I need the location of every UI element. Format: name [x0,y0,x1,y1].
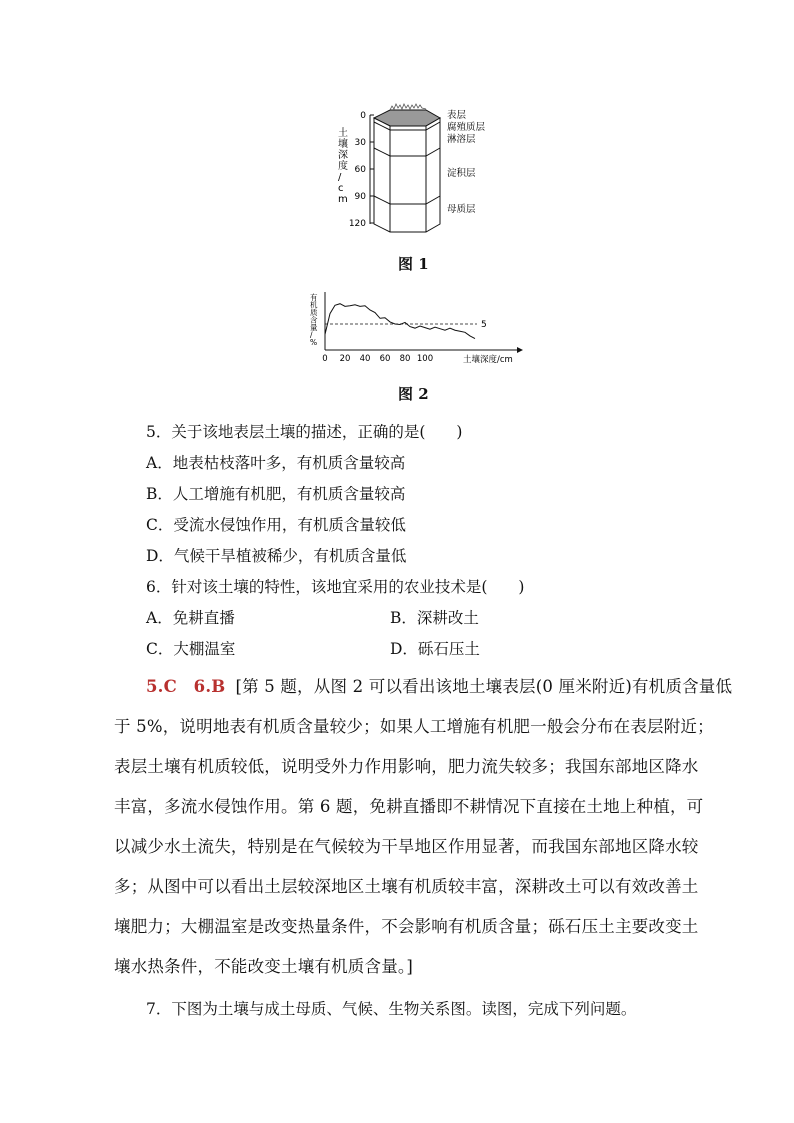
q5-option-d: D．气候干旱植被稀少，有机质含量低 [146,547,407,565]
answer-line-8: 壤水热条件，不能改变土壤有机质含量。] [114,957,413,976]
figure2-x-tick-100: 100 [416,354,434,364]
figure2-x-tick-60: 60 [379,354,391,364]
layer-label-surface: 表层 [447,110,467,121]
soil-column [374,104,440,232]
answer-line-2: 于 5%，说明地表有机质含量较少；如果人工增施有机肥一般会分布在表层附近； [114,717,714,736]
answer-line-5: 以减少水土流失，特别是在气候较为干旱地区作用显著，而我国东部地区降水较 [114,837,699,856]
figure1-y-axis-label: 土壤深度/ c m [338,128,348,205]
organic-matter-series-line [325,304,475,339]
answer-line-6: 多；从图中可以看出土层较深地区土壤有机质较丰富，深耕改土可以有效改善土 [114,877,699,896]
q6-option-a: A．免耕直播 [146,609,235,627]
layer-label-illuvial: 淀积层 [447,168,476,179]
figure2-x-axis-label: 土壤深度/cm [463,355,513,365]
q5-option-c: C．受流水侵蚀作用，有机质含量较低 [146,516,406,534]
figure1-tick-30: 30 [354,138,366,148]
figure2-x-tick-20: 20 [339,354,351,364]
figure1-tick-90: 90 [354,192,366,202]
layer-label-humus: 腐殖质层 [447,122,486,133]
layer-label-parent: 母质层 [447,204,476,215]
answer-line-7: 壤肥力；大棚温室是改变热量条件，不会影响有机质含量；砾石压土主要改变土 [114,917,699,936]
q6-option-b: B．深耕改土 [390,609,479,627]
q6-option-c: C．大棚温室 [146,640,236,658]
figure2-chart [305,288,535,370]
figure1-tick-0: 0 [360,111,366,121]
answer-key: 5.C 6.B [146,677,226,696]
q7-stem: 7．下图为土壤与成土母质、气候、生物关系图。读图，完成下列问题。 [146,1000,637,1018]
figure2-x-tick-0: 0 [322,354,328,364]
answer-line-1 [146,673,732,697]
reference-label: 5 [481,320,487,330]
figure2-y-axis-label: 有机质含量/ % [310,293,318,347]
answer-line-3: 表层土壤有机质较低，说明受外力作用影响，肥力流失较多；我国东部地区降水 [114,757,699,776]
figure2-caption: 图 2 [398,385,429,403]
layer-labels [447,109,486,215]
figure1-tick-120: 120 [348,219,366,229]
q5-option-b: B．人工增施有机肥，有机质含量较高 [146,485,406,503]
q5-stem: 5．关于该地表层土壤的描述，正确的是( ) [146,423,463,441]
figure2-x-ticks [322,354,433,364]
layer-label-eluvial: 淋溶层 [447,134,476,145]
figure2-x-tick-40: 40 [359,354,371,364]
answer-line-4: 丰富，多流水侵蚀作用。第 6 题，免耕直播即不耕情况下直接在土地上种植，可 [114,797,704,816]
figure1-caption: 图 1 [398,255,429,273]
q6-option-d: D．砾石压土 [390,640,480,658]
q6-stem: 6．针对该土壤的特性，该地宜采用的农业技术是( ) [146,578,525,596]
q5-option-a: A．地表枯枝落叶多，有机质含量较高 [146,454,406,472]
figure2-x-tick-80: 80 [399,354,411,364]
figure1-tick-60: 60 [354,165,366,175]
answer-text-1: [第 5 题，从图 2 可以看出该地土壤表层(0 厘米附近)有机质含量低 [235,677,733,696]
figure1-soil-profile [330,96,500,236]
